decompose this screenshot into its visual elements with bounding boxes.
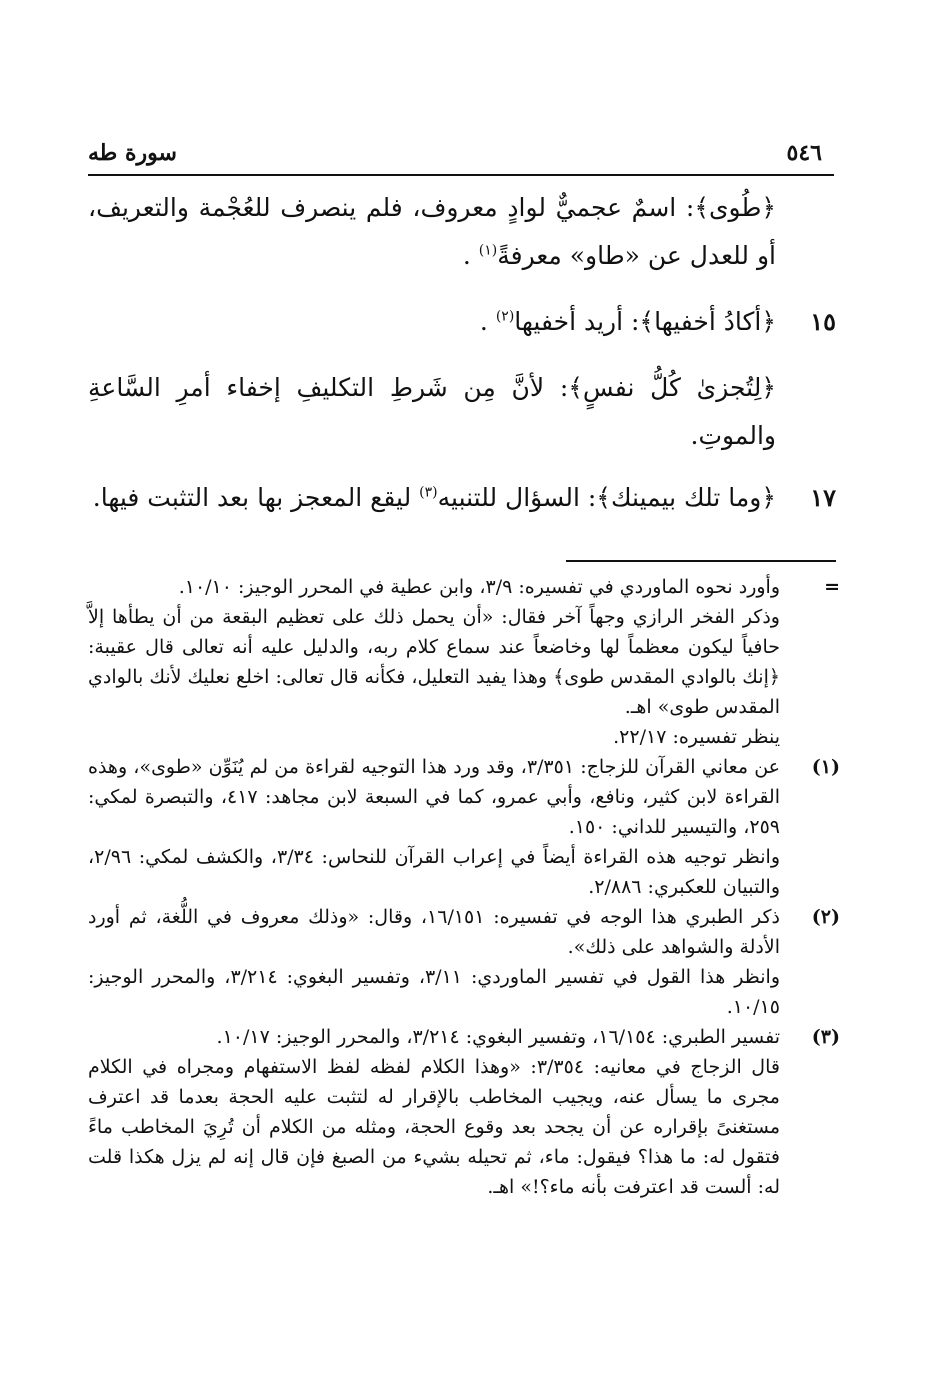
footnote-3 [88,1022,840,1202]
entry-yaminik [88,474,836,522]
footnote-paragraph: ذكر الطبري هذا الوجه في تفسيره: ١٦/١٥١، وقال: «وذلك معروف في اللُّغة، ثم أورد الأدلة والشواهد على ذلك». [88,906,780,958]
verse-number: ١٥ [810,307,836,336]
footnote-paragraph: وانظر هذا القول في تفسير الماوردي: ٣/١١، وتفسير البغوي: ٣/٢١٤، والمحرر الوجيز: ١٠/١٥. [88,966,781,1018]
footnote-1 [88,752,840,902]
main-text [88,184,836,522]
footnote-paragraph: وذكر الفخر الرازي وجهاً آخر فقال: «أن يحمل ذلك على تعظيم البقعة من أن يطأها إلاَّ حافياً ليكون معظماً لها وخاضعاً عند سماع كلام ربه، والدليل عليه أنه تعالى قال عقيبة: ﴿إنك بالوادي المقدس طوى﴾ وهذا يفيد التعليل، فكأنه قال تعالى: اخلع نعليك لأنك بالوادي المقدس طوى» اهـ. [88,606,780,718]
footnotes [88,572,840,1202]
entry-akadu [88,298,836,346]
footnote-continued [88,572,840,752]
page-header [88,138,834,176]
entry-text: ﴿لِتُجزىٰ كُلُّ نفسٍ﴾: لأنَّ مِن شَرطِ التكليفِ إخفاء أمرِ السَّاعةِ والموتِ. [88,373,776,450]
footnote-paragraph: تفسير الطبري: ١٦/١٥٤، وتفسير البغوي: ٣/٢١٤، والمحرر الوجيز: ١٠/١٧. [216,1026,780,1048]
footnote-paragraph: وأورد نحوه الماوردي في تفسيره: ٣/٩، وابن عطية في المحرر الوجيز: ١٠/١٠. [178,576,780,598]
footnote-ref: (٢) [495,308,515,325]
footnote-mark: = [824,576,840,598]
entry-text: ﴿وما تلك بيمينك﴾: السؤال للتنبيه$^{(٣)}$ ليقع المعجز بها بعد التثبت فيها. [92,483,776,512]
footnote-mark: (٣) [811,1026,840,1048]
entry-text: ﴿طُوى﴾: اسمٌ عجميٌّ لوادٍ معروف، فلم ينصرف للعُجْمة والتعريف، أو للعدل عن «طاو» معرفةً$^{(١)}$ . [88,193,776,270]
footnote-ref: (١) [478,242,498,259]
footnote-mark: (١) [811,756,840,778]
verse-number: ١٧ [810,483,836,512]
footnote-paragraph: عن معاني القرآن للزجاج: ٣/٣٥١، وقد ورد هذا التوجيه لقراءة من لم يُنَوِّن «طوى»، وهذه القراءة لابن كثير، ونافع، وأبي عمرو، كما في السبعة لابن مجاهد: ٤١٧، والتبصرة لمكي: ٢٥٩، والتيسير للداني: ١٥٠. [88,756,780,838]
separator-line [566,560,836,562]
footnote-2 [88,902,840,1022]
footnote-ref: (٣) [419,484,438,501]
page-number: ٥٤٦ [786,140,822,166]
footnote-paragraph: ينظر تفسيره: ٢٢/١٧. [613,726,780,748]
entry-tuwa [88,184,836,280]
surah-title: سورة طه [88,140,177,166]
footnote-paragraph: قال الزجاج في معانيه: ٣/٣٥٤: «وهذا الكلام لفظه لفظ الاستفهام ومجراه في الكلام مجرى ما يسأل عنه، ويجيب المخاطب بالإقرار له لتثبت عليه الحجة بعدما قد اعترف مستغنىً بإقراره عن أن يجحد بعد وقوع الحجة، ومثله من الكلام أن تُرِيَ المخاطب ماءً فتقول له: ما هذا؟ فيقول: ماء، ثم تحيله بشيء من الصبغ فإن قال إنه لم يزل هكذا قلت له: ألست قد اعترفت بأنه ماء؟!» اهـ. [88,1056,780,1198]
footnote-paragraph: وانظر توجيه هذه القراءة أيضاً في إعراب القرآن للنحاس: ٣/٣٤، والكشف لمكي: ٢/٩٦، والتبيان للعكبري: ٢/٨٨٦. [88,846,780,898]
entry-litujza [88,364,836,460]
footnote-mark: (٢) [811,906,840,928]
entry-text: ﴿أكادُ أخفيها﴾: أريد أخفيها$^{(٢)}$ . [479,307,776,336]
